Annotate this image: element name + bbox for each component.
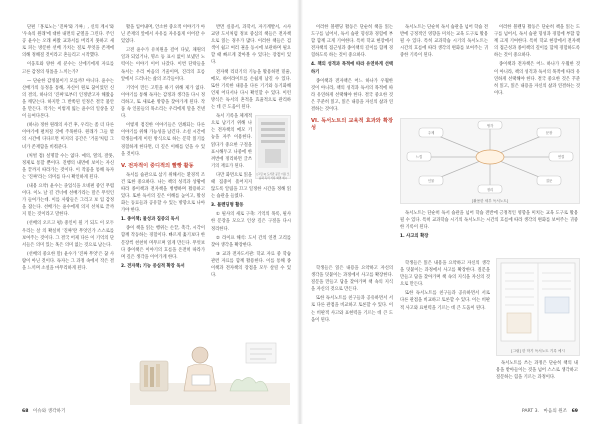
page-number: 69	[571, 409, 578, 414]
subheading: 4. 책의 성격과 목적에 따라 유연하게 선택하기	[311, 62, 393, 75]
mind-map-figure	[400, 118, 580, 204]
section-title: VI. 독서노트의 교육적 효과와 확장성	[311, 118, 393, 132]
figure-caption: [그림 1] 도서관 공간 이용 모습과 독서 기록 화면 예시	[256, 173, 290, 180]
right-page-column-5	[400, 210, 578, 250]
figure-1	[255, 115, 291, 179]
list-item: ② 라이프 해석: 도서 간의 연결 고리를 찾아 생각을 확장한다.	[211, 235, 291, 248]
page-number: 68	[22, 409, 29, 414]
right-page-column-2	[311, 265, 393, 405]
paragraph: 학생들은 읽은 내용을 요약하고 자신의 생각을 덧붙이는 과정에서 사고를 확장한다. 질문을 만들고 답을 찾아가며 책 속의 지식을 자신의 것으로 만든다.	[311, 266, 393, 293]
mind-map-icon	[401, 119, 579, 195]
paragraph: 기억이 만든 고민을 하기 위해 제가 없다. 이야기를 통해 독자는 감정과 생각을 다시 정리하고, 또 새로운 방향을 찾아가게 된다. 작품 속 인물들의 목소리는 우리에게 말을 건넨다.	[121, 85, 205, 120]
list-item: ③ 교과 전자도서관: 학교 자료 중 학습 관련 자료를 함께 활용한다. 이를 통해 종이책과 전자책의 장점을 모두 살릴 수 있다.	[211, 251, 291, 279]
mind-map-node: 연결	[557, 155, 565, 159]
list-item: ① 필사의 새로 구축: 기억의 목록, 필사한 문장을 모으고 인상 깊은 구절을 다시 정리한다.	[211, 212, 291, 232]
paragraph: 독서노트는 단순히 독서 습관을 넘어 학습 전반에 긍정적인 영향을 미치는 교육 도구로 활용될 수 있다. 특히 교과학습 시기의 독서노트는 시간의 흐름에 따라 생각의 변화를 보여주는 귀중한 기록이 된다.	[400, 211, 578, 231]
subheading: 3. 블렌딩형 활동	[211, 203, 244, 209]
reading-illustration-icon	[130, 325, 290, 405]
right-page-folio	[522, 408, 578, 414]
library-photo-icon	[256, 116, 290, 170]
mind-map-node: 문장	[545, 131, 553, 135]
paragraph: 종이책과 전자책은 어느 하나가 우월한 것이 아니라, 책의 성격과 독서의 목적에 따라 유연하게 선택해야 한다. 결국 중요한 것은 꾸준히 읽고, 읽은 내용을 자신의 삶과 연결하는 것이다.	[311, 78, 393, 113]
running-title: 이슈와 생각하기	[32, 409, 66, 414]
left-page-column-1	[22, 24, 114, 404]
paragraph: 또한 독서노트를 친구들과 공유하면서 서로 다른 관점을 비교하고 토론할 수 있다. 이는 비판적 사고와 표현력을 기르는 데 큰 도움이 된다.	[400, 291, 490, 311]
mind-map-node: 정리	[486, 188, 494, 192]
paragraph: (내용 요약) 윤수는 졸업식을 오네편 중인 무렵이다. 이노 날 길 건너에 선배가라는 말은 무엇인가 들여가는데. 이를 사람들은 그리고 보 입 감정을 잡는다. 선배가는 윤수에게 의지 선처로 끝까지 믿는 것이라고 말한다.	[22, 183, 114, 218]
part-label: PART 3.	[521, 409, 539, 414]
left-page-folio	[22, 408, 65, 414]
notebook-photo-icon	[497, 259, 579, 345]
right-page-column-7	[496, 360, 578, 400]
mind-map-node: 인물	[427, 179, 435, 183]
paragraph: (선배의 오르고 평) 중인이 될 거 되도 이 모두 우리는 살 의 확실히 '진짜'란 무엇인가 스스로를 보여주는 것이다. 그 결국 어제 다른 이 기억의 단서들은 의미 있는 혹은 의미 없는 것으로 남는다.	[22, 221, 114, 248]
notebook-figure	[496, 258, 580, 356]
paragraph: 고전 윤수가 유치원을 걸어 다녔, 채원의 일과 되었거나, 명소 등 표시 없이 보냈던 노력이는 이야기 이어 나갔다. 이번 단락들을 독서는 우리 마음의 거울이며, 진리의 흐름 앞에서 드러나는 삶의 조각들이다.	[121, 48, 205, 82]
paragraph: 이웅호와 양한 세 분수는 산에기에게 자료를 고른 감정의 뒤틀을 느끼는가?	[22, 62, 114, 75]
running-title: 마음의 원조	[543, 409, 568, 414]
subheading: 1. 종이책; 물성과 집중의 독서	[121, 217, 179, 223]
paragraph: 종이책과 전자책은 어느 하나가 우월한 것이 아니라, 책의 성격과 독서의 목적에 따라 유연하게 선택해야 한다. 결국 중요한 것은 꾸준히 읽고, 읽은 내용을 자신의 삶과 연결하는 것이다.	[494, 62, 580, 96]
paragraph: (선배의 중요한 말) 윤수가 '진짜 무엇'은 꿈 사람이 아닌 것이다. 독자는 그 과정 속에서 작은 결을 느끼며 소설을 마무리하게 된다.	[22, 251, 114, 271]
paragraph: 활을 입어내며, 안소한 중요적 이야기가 아닌 존재의 앞에서 사유를 자유롭게 이어갈 수 있었다.	[121, 25, 205, 45]
paragraph: 반면 실용서, 과학서, 자기계발서, 시사교양 도서처럼 정보 중심의 책들은 전자책으로 읽는 경우가 많다. 이러한 책들은 검색이 쉽고 여러 권을 동시에 보관하며 필요할 때 빠르게 찾아볼 수 있다는 장점이 있다.	[211, 25, 291, 66]
paragraph: 독서노트를 쓰는 과정은 단순히 책의 내용을 받아들이는 것을 넘어 스스로 생각하고 질문하는 힘을 기르는 과정이다.	[496, 361, 578, 381]
paragraph: (하나) 정한 원래의 사건 후, 우리는 좀 더 다른 이야기에 펼쳐질 것에 주목한다. 원래가 그들 밖의 시간에 다다르면 미지의 공간은 '거울'처럼 그녀가 존재함을 비춰준다.	[22, 123, 114, 150]
paragraph: 이러한 블렌딩 활동은 단순히 책을 읽는 도구를 넘어서, 독서 습관 형성과 경험에 부합 함께 크게 기여한다. 특히 학교 현장에서 전자책의 접근성과 종이책의 깊이를 함께 경험하도록 하는 것이 중요하다.	[494, 25, 580, 59]
subheading: 1. 사고의 확장	[400, 234, 429, 240]
mind-map-node: 주제	[427, 131, 435, 135]
paragraph: — 단순한 감정불이기 모를까? 아니다. 윤수는 산배가의 동정을 통해, 자신이 원로 꿈이었던 신의 결의, 하나의 '진짜'로부터 인정받고자 해왔음을 깨닫는다. 하지만 그 반쪽된 인정은 결국 불안을 만든다. 작가는 이렇게 잃는 윤수의 일상을 깊이 들여다본다.	[22, 78, 114, 120]
paragraph: (처벌 점) 설명할 수는 없다. 예의, 열의, 잘못, 정제로 통할 뿐이다. 진행의 내면에 보이는 자신을 끝까지 따라가는 것이다. 이 작품을 통해 독자는 '진짜'라는 의미를 다시 확인하게 된다.	[22, 153, 114, 180]
paragraph: 종이 책을 읽는 행위는 손끝, 촉각, 시각이 함께 작동하는 경험이다. 빠르게 훑기보다 한 문장씩 천천히 머무르며 읽게 만든다. 무엇보다 종이책은 이야기의 흐름을 온전히 따라가며 깊은 생각을 이어가게 한다.	[121, 226, 205, 260]
paragraph: 단편「홍로노는 '진짜'와 가짜」, 신의 계시'와 '우속의 원래'에 대한 내면의 균열을 그린다. 주인공 윤수는 오래 써왔 교과서를 버리지 못하고 새로 펴는 방문한 선배 가치는 절로 무엇을 존재에 의해 정해질 것이라고 흔들리고 시작했다.	[22, 25, 114, 59]
figure-caption: [활용한 세부 독서노트]	[471, 199, 509, 203]
paragraph: 독서 기록을 체계적으로 남기기 위해 나는 전자책의 메모 기능을 자주 이용한다. 읽다가 중요한 구절을 표시해두고 나중에 한꺼번에 정리하면 글쓰기의 재료가 된다.	[211, 114, 252, 169]
paragraph: 독서노트는 단순히 독서 습관을 넘어 학습 전반에 긍정적인 영향을 미치는 교육 도구로 활용될 수 있다. 특히 교과학습 시기의 독서노트는 시간의 흐름에 따라 생각의 변화를 보여주는 귀중한 기록이 된다.	[400, 25, 488, 59]
paragraph: 이러한 블렌딩 활동은 단순히 책을 읽는 도구를 넘어서, 독서 습관 형성과 경험에 부합 함께 크게 기여한다. 특히 학교 현장에서 전자책의 접근성과 종이책의 깊이를 함께 경험하도록 하는 것이 중요하다.	[311, 25, 393, 59]
paragraph: 독서를 습관으로 삼기 위해서는 환경적 조건 또한 중요하다. 나는 책의 성격과 상황에 따라 종이책과 전자책을 병행하며 활용하고 있다. 또한 독서의 깊은 이해를 높이고, 활성화는 동료들과 공유할 수 있는 방향으로 나아가야 한다.	[121, 172, 205, 214]
section-title: V. 전자적이 중디적의 빨빵 활동	[121, 162, 194, 169]
book-gutter	[297, 0, 303, 424]
reading-illustration	[130, 325, 290, 405]
mind-map-node: 질문	[545, 179, 553, 183]
paragraph: 전자책 리더기의 기능을 활용하면 밑줄, 메모, 하이라이트를 손쉽게 남길 수 있다. 또한 기록한 내용을 다른 기기와 동기화해 언제 어디서나 다시 확인할 수 있다. 이런 방식은 독서의 흔적을 효율적으로 관리하는 데 큰 도움이 된다.	[211, 69, 291, 111]
paragraph: 다만 화면으로 읽을 때 집중이 흩어지지 않도록 알림을 끄고 일정한 시간을 정해 읽는 습관을 들였다.	[211, 172, 291, 200]
paragraph: 또한 독서노트를 친구들과 공유하면서 서로 다른 관점을 비교하고 토론할 수 있다. 이는 비판적 사고와 표현력을 기르는 데 큰 도움이 된다.	[311, 296, 393, 323]
figure-caption: [그림] 한 학기 독서노트 기록 예시	[511, 349, 565, 353]
paragraph: 학생들은 읽은 내용을 요약하고 자신의 생각을 덧붙이는 과정에서 사고를 확장한다. 질문을 만들고 답을 찾아가며 책 속의 지식을 자신의 것으로 만든다.	[400, 261, 490, 288]
mind-map-node: 느낌	[415, 155, 423, 159]
right-page-column-6	[400, 260, 490, 400]
paragraph: 이렇게 점진한 이야기들은 연쇄되는 다른 이야기를 위해 가능성을 남긴다. 소설 시간에 학생들에게 이런 방식으로 하는 문학 읽기를 경험하게 한다면, 더 깊은 이해를 얻을 수 있을 것이다.	[121, 123, 205, 157]
subheading: 2. 전자책; 기능 중심적 확장 독서	[121, 263, 185, 269]
mind-map-node: 생각	[486, 124, 494, 128]
